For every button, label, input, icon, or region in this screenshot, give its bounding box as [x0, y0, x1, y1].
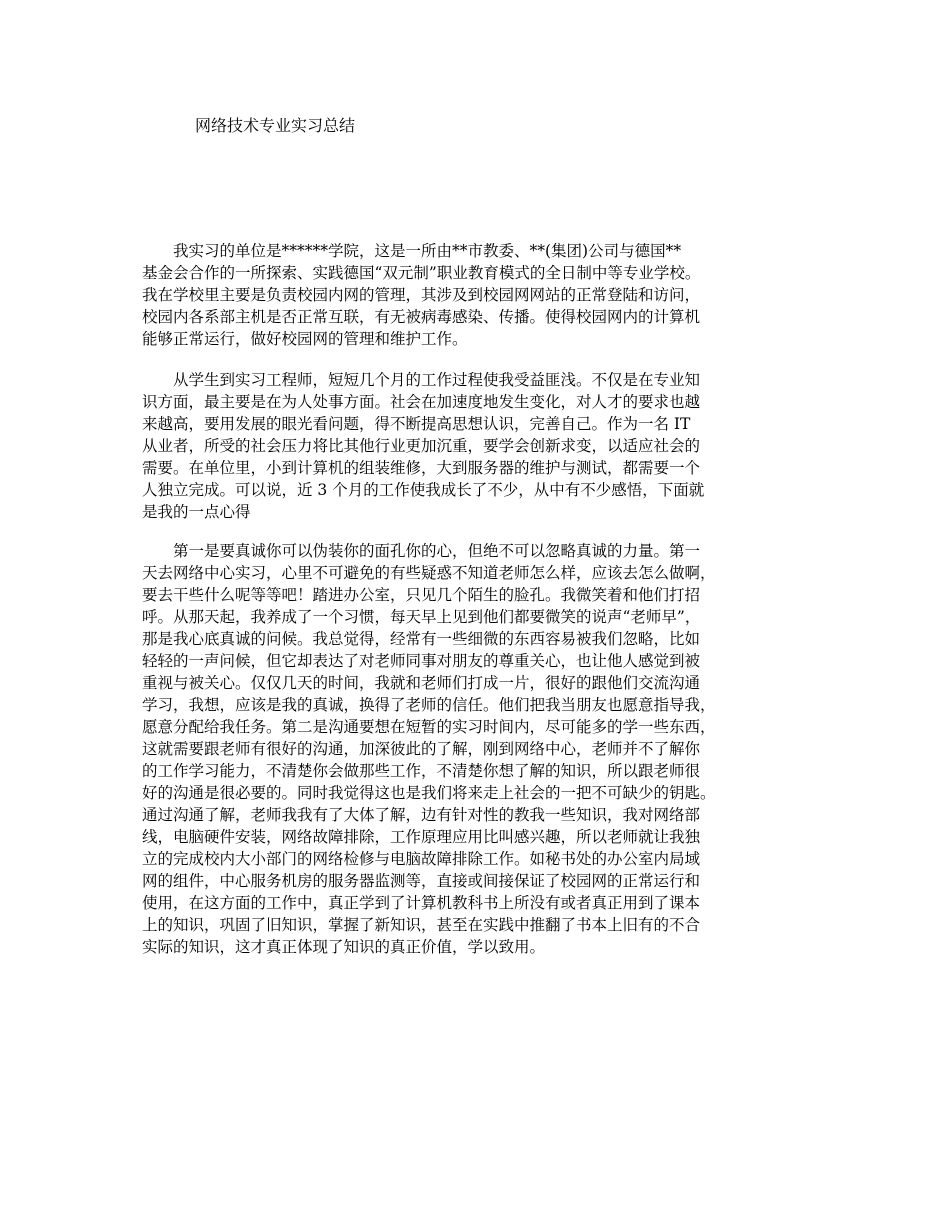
- paragraph-line: 我在学校里主要是负责校园内网的管理，其涉及到校园网网站的正常登陆和访问，: [142, 286, 701, 304]
- paragraph-line: 上的知识，巩固了旧知识，掌握了新知识，甚至在实践中推翻了书本上旧有的不合: [142, 916, 701, 934]
- paragraph-line: 好的沟通是很必要的。同时我觉得这也是我们将来走上社会的一把不可缺少的钥匙。: [142, 784, 716, 802]
- paragraph-line: 轻轻的一声问候，但它却表达了对老师同事对朋友的尊重关心，也让他人感觉到被: [142, 652, 701, 670]
- paragraph-line: 能够正常运行，做好校园网的管理和维护工作。: [142, 330, 468, 348]
- paragraph-line: 学习，我想，应该是我的真诚，换得了老师的信任。他们把我当朋友也愿意指导我，: [142, 696, 716, 714]
- paragraph-line: 的工作学习能力，不清楚你会做那些工作，不清楚你想了解的知识，所以跟老师很: [142, 762, 701, 780]
- paragraph-line: 来越高，要用发展的眼光看问题，得不断提高思想认识，完善自己。作为一名 IT: [142, 415, 691, 433]
- paragraph-line: 我实习的单位是******学院，这是一所由**市教委、**(集团)公司与德国**: [142, 242, 682, 260]
- paragraph-line: 基金会合作的一所探索、实践德国“双元制”职业教育模式的全日制中等专业学校。: [142, 264, 701, 282]
- paragraph-internship-unit: [142, 240, 832, 350]
- paragraph-line: 从学生到实习工程师，短短几个月的工作过程使我受益匪浅。不仅是在专业知: [142, 371, 701, 389]
- paragraph-line: 网的组件，中心服务机房的服务器监测等，直接或间接保证了校园网的正常运行和: [142, 872, 701, 890]
- paragraph-line: 需要。在单位里，小到计算机的组装维修，大到服务器的维护与测试，都需要一个: [142, 459, 701, 477]
- paragraph-line: 通过沟通了解，老师我我有了大体了解，边有针对性的教我一些知识，我对网络部: [142, 806, 701, 824]
- paragraph-line: 那是我心底真诚的问候。我总觉得，经常有一些细微的东西容易被我们忽略，比如: [142, 630, 701, 648]
- paragraph-line: 天去网络中心实习，心里不可避免的有些疑惑不知道老师怎么样，应该去怎么做啊，: [142, 564, 716, 582]
- paragraph-line: 人独立完成。可以说，近 3 个月的工作使我成长了不少，从中有不少感悟，下面就: [142, 481, 705, 499]
- paragraph-line: 愿意分配给我任务。第二是沟通要想在短暂的实习时间内，尽可能多的学一些东西，: [142, 718, 716, 736]
- paragraph-line: 从业者，所受的社会压力将比其他行业更加沉重，要学会创新求变，以适应社会的: [142, 437, 701, 455]
- paragraph-line: 这就需要跟老师有很好的沟通，加深彼此的了解，刚到网络中心，老师并不了解你: [142, 740, 701, 758]
- paragraph-line: 呼。从那天起，我养成了一个习惯，每天早上见到他们都要微笑的说声“老师早”，: [142, 608, 701, 626]
- paragraph-line: 是我的一点心得: [142, 503, 251, 521]
- paragraph-line: 立的完成校内大小部门的网络检修与电脑故障排除工作。如秘书处的办公室内局域: [142, 850, 701, 868]
- paragraph-line: 要去干些什么呢等等吧！踏进办公室，只见几个陌生的脸孔。我微笑着和他们打招: [142, 586, 701, 604]
- paragraph-line: 线，电脑硬件安装，网络故障排除，工作原理应用比叫感兴趣，所以老师就让我独: [142, 828, 701, 846]
- paragraph-line: 使用，在这方面的工作中，真正学到了计算机教科书上所没有或者真正用到了课本: [142, 894, 701, 912]
- paragraph-growth: [142, 369, 832, 523]
- paragraph-line: 校园内各系部主机是否正常互联，有无被病毒感染、传播。使得校园网内的计算机: [142, 308, 701, 326]
- paragraph-line: 实际的知识，这才真正体现了知识的真正价值，学以致用。: [142, 938, 546, 956]
- paragraph-line: 第一是要真诚你可以伪装你的面孔你的心，但绝不可以忽略真诚的力量。第一: [142, 542, 701, 560]
- paragraph-line: 识方面，最主要是在为人处事方面。社会在加速度地发生变化，对人才的要求也越: [142, 393, 701, 411]
- document-title: 网络技术专业实习总结: [195, 116, 356, 135]
- paragraph-sincerity-communication: [142, 540, 832, 958]
- paragraph-line: 重视与被关心。仅仅几天的时间，我就和老师们打成一片，很好的跟他们交流沟通: [142, 674, 701, 692]
